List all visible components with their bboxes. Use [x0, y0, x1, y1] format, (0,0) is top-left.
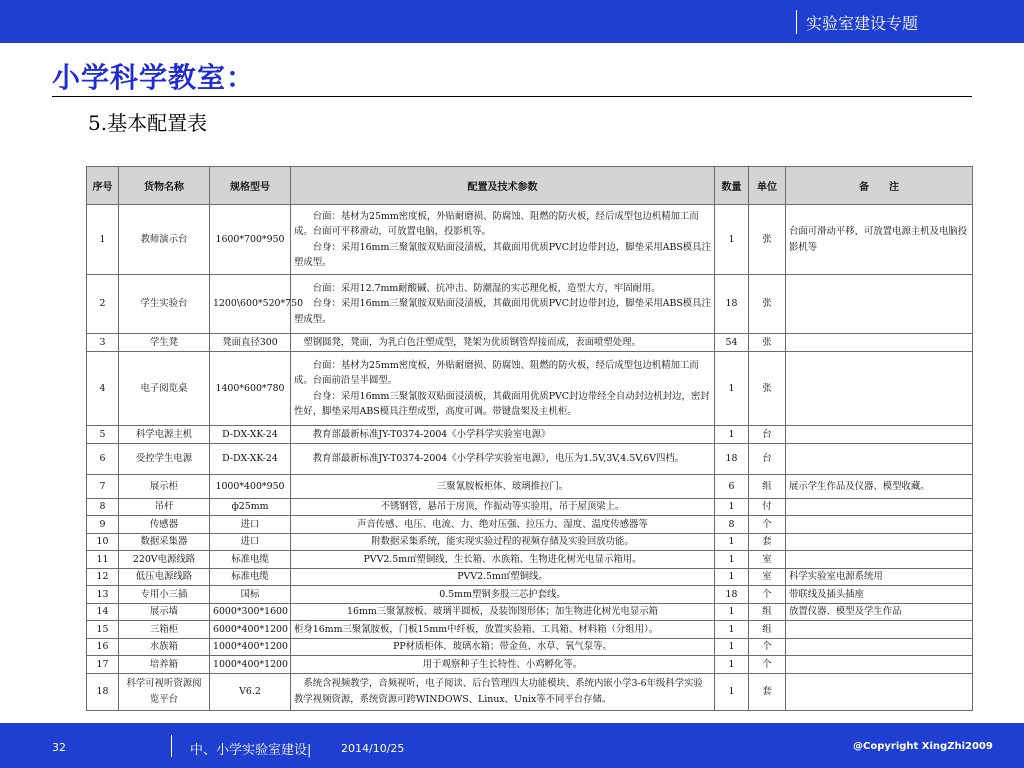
- table-row: [87, 475, 973, 498]
- row-number: 4: [87, 351, 119, 425]
- item-note: 带联线及插头插座: [786, 586, 973, 604]
- item-name: 科学可视听资源阅览平台: [119, 673, 210, 710]
- table-row: [87, 621, 973, 639]
- item-quantity: 1: [715, 621, 749, 639]
- col-header-params: 配置及技术参数: [291, 167, 715, 205]
- item-name: 教师演示台: [119, 205, 210, 275]
- item-params: 教育部最新标准JY-T0374-2004《小学科学实验室电源》，电压为1.5V,3V,4.5V,6V四档。: [291, 443, 715, 475]
- item-quantity: 18: [715, 586, 749, 604]
- row-number: 11: [87, 551, 119, 569]
- item-quantity: 1: [715, 351, 749, 425]
- item-note: [786, 516, 973, 534]
- table-row: [87, 656, 973, 674]
- item-quantity: 1: [715, 533, 749, 551]
- course-title: [190, 739, 311, 758]
- item-name: 受控学生电源: [119, 443, 210, 475]
- item-spec: 1000*400*1200: [210, 656, 291, 674]
- item-quantity: 1: [715, 551, 749, 569]
- item-unit: 个: [749, 656, 786, 674]
- item-unit: 组: [749, 475, 786, 498]
- item-spec: 凳面直径300: [210, 334, 291, 352]
- item-unit: 套: [749, 673, 786, 710]
- item-params: 0.5mm塑铜多股三芯护套线。: [291, 586, 715, 604]
- table-row: [87, 205, 973, 275]
- item-note: [786, 334, 973, 352]
- item-name: 220V电源线路: [119, 551, 210, 569]
- item-spec: 6000*400*1200: [210, 621, 291, 639]
- item-name: 数据采集器: [119, 533, 210, 551]
- item-params: 台面：采用12.7mm耐酸碱、抗冲击、防潮湿的实芯理化板，造型大方，牢固耐用。 台身：采用16mm三聚氰胺双贴面浸渍板，其截面用优质PVC封边带封边，脚垫采用ABS模具注塑成型。: [291, 275, 715, 334]
- course-name: 中、小学实验室建设: [190, 743, 308, 758]
- item-note: [786, 351, 973, 425]
- table-header-row: [87, 167, 973, 205]
- item-unit: 个: [749, 586, 786, 604]
- table-row: [87, 516, 973, 534]
- table-row: [87, 498, 973, 516]
- item-spec: ф25mm: [210, 498, 291, 516]
- item-spec: 标准电缆: [210, 568, 291, 586]
- item-quantity: 1: [715, 638, 749, 656]
- item-spec: D-DX-XK-24: [210, 426, 291, 444]
- course-divider: |: [307, 743, 312, 758]
- col-header-spec: 规格型号: [210, 167, 291, 205]
- item-unit: 组: [749, 621, 786, 639]
- row-number: 9: [87, 516, 119, 534]
- item-unit: 套: [749, 533, 786, 551]
- item-unit: 室: [749, 551, 786, 569]
- page-number: 32: [52, 741, 66, 754]
- item-params: 台面：基材为25mm密度板，外贴耐磨损、防腐蚀、阻燃的防火板，经后成型包边机精加工而成。台面前沿呈半圆型。 台身：采用16mm三聚氰胺双贴面浸渍板，其截面用优质PVC封边带经全自动封边机封边，密封性好，脚垫采用ABS模具注塑成型，高度可调。带键盘架及主机柜。: [291, 351, 715, 425]
- item-note: [786, 673, 973, 710]
- row-number: 14: [87, 603, 119, 621]
- table-row: [87, 334, 973, 352]
- item-params: 不锈钢管，悬吊于房顶，作振动等实验用，吊于屋顶梁上。: [291, 498, 715, 516]
- topic-label: 实验室建设专题: [806, 14, 919, 33]
- item-unit: 张: [749, 275, 786, 334]
- item-quantity: 8: [715, 516, 749, 534]
- table-row: [87, 586, 973, 604]
- item-unit: 张: [749, 205, 786, 275]
- item-spec: V6.2: [210, 673, 291, 710]
- row-number: 1: [87, 205, 119, 275]
- table-row: [87, 443, 973, 475]
- item-unit: 台: [749, 426, 786, 444]
- footer-bar: [0, 723, 1024, 768]
- item-unit: 个: [749, 638, 786, 656]
- item-note: [786, 275, 973, 334]
- item-note: 台面可滑动平移，可放置电源主机及电脑投影机等: [786, 205, 973, 275]
- item-name: 科学电源主机: [119, 426, 210, 444]
- slide-title: 小学科学教室：: [52, 61, 256, 94]
- item-unit: 室: [749, 568, 786, 586]
- section-subtitle: 5.基本配置表: [88, 111, 208, 135]
- row-number: 8: [87, 498, 119, 516]
- item-quantity: 54: [715, 334, 749, 352]
- item-quantity: 1: [715, 656, 749, 674]
- configuration-table: [86, 166, 973, 711]
- item-quantity: 1: [715, 426, 749, 444]
- table-row: [87, 568, 973, 586]
- item-unit: 张: [749, 334, 786, 352]
- top-banner: [0, 0, 1024, 43]
- item-spec: 1000*400*950: [210, 475, 291, 498]
- item-spec: 6000*300*1600: [210, 603, 291, 621]
- item-spec: 进口: [210, 516, 291, 534]
- row-number: 6: [87, 443, 119, 475]
- item-quantity: 6: [715, 475, 749, 498]
- item-unit: 付: [749, 498, 786, 516]
- copyright: @Copyright XingZhi2009: [853, 741, 993, 752]
- col-header-name: 货物名称: [119, 167, 210, 205]
- row-number: 5: [87, 426, 119, 444]
- footer-date: 2014/10/25: [341, 742, 405, 755]
- row-number: 12: [87, 568, 119, 586]
- item-note: [786, 443, 973, 475]
- item-note: 展示学生作品及仪器、模型收藏。: [786, 475, 973, 498]
- item-params: 用于观察种子生长特性、小鸡孵化等。: [291, 656, 715, 674]
- table-row: [87, 275, 973, 334]
- item-note: [786, 426, 973, 444]
- item-quantity: 1: [715, 205, 749, 275]
- table-row: [87, 673, 973, 710]
- item-quantity: 18: [715, 275, 749, 334]
- row-number: 3: [87, 334, 119, 352]
- item-spec: 标准电缆: [210, 551, 291, 569]
- item-name: 电子阅览桌: [119, 351, 210, 425]
- table-row: [87, 638, 973, 656]
- item-note: [786, 621, 973, 639]
- row-number: 7: [87, 475, 119, 498]
- table-row: [87, 551, 973, 569]
- item-params: 三聚氰胺板柜体、玻璃推拉门。: [291, 475, 715, 498]
- item-name: 培养箱: [119, 656, 210, 674]
- item-name: 传感器: [119, 516, 210, 534]
- item-note: [786, 551, 973, 569]
- item-name: 学生实验台: [119, 275, 210, 334]
- row-number: 15: [87, 621, 119, 639]
- banner-divider: [796, 10, 797, 34]
- item-name: 水族箱: [119, 638, 210, 656]
- item-params: 教育部最新标准JY-T0374-2004《小学科学实验室电源》: [291, 426, 715, 444]
- item-spec: 国标: [210, 586, 291, 604]
- col-header-unit: 单位: [749, 167, 786, 205]
- col-header-note: 备 注: [786, 167, 973, 205]
- item-params: PP材质柜体、玻璃水箱；带金鱼、水草、氧气泵等。: [291, 638, 715, 656]
- item-unit: 台: [749, 443, 786, 475]
- row-number: 18: [87, 673, 119, 710]
- item-params: 台面：基材为25mm密度板，外贴耐磨损、防腐蚀、阻燃的防火板，经后成型包边机精加工而成。台面可平移滑动，可放置电脑，投影机等。 台身：采用16mm三聚氰胺双贴面浸渍板，其截面用优质PVC封边带封边，脚垫采用ABS模具注塑成型。: [291, 205, 715, 275]
- item-params: 声音传感、电压、电流、力、绝对压强、拉压力、湿度、温度传感器等: [291, 516, 715, 534]
- item-note: [786, 533, 973, 551]
- item-quantity: 1: [715, 498, 749, 516]
- item-unit: 个: [749, 516, 786, 534]
- row-number: 10: [87, 533, 119, 551]
- item-unit: 张: [749, 351, 786, 425]
- item-params: PVV2.5m㎡塑铜线。: [291, 568, 715, 586]
- item-note: [786, 656, 973, 674]
- item-name: 学生凳: [119, 334, 210, 352]
- table-row: [87, 533, 973, 551]
- item-params: 16mm三聚氰胺板、玻璃半圆板，及装饰图形体；加生物进化树光电显示箱: [291, 603, 715, 621]
- row-number: 13: [87, 586, 119, 604]
- item-note: [786, 498, 973, 516]
- item-quantity: 18: [715, 443, 749, 475]
- item-spec: 进口: [210, 533, 291, 551]
- item-note: 科学实验室电源系统用: [786, 568, 973, 586]
- item-name: 三箱柜: [119, 621, 210, 639]
- item-spec: 1600*700*950: [210, 205, 291, 275]
- row-number: 2: [87, 275, 119, 334]
- item-quantity: 1: [715, 673, 749, 710]
- row-number: 16: [87, 638, 119, 656]
- item-name: 专用小三插: [119, 586, 210, 604]
- col-header-no: 序号: [87, 167, 119, 205]
- title-divider: [52, 96, 972, 97]
- item-params: 系统含视频教学，音频视听，电子阅读、后台管理四大功能模块、系统内嵌小学3-6年级科学实验教学视频资源，系统资源可跨WINDOWS、Linux、Unix等不同平台存储。: [291, 673, 715, 710]
- item-name: 展示墙: [119, 603, 210, 621]
- item-name: 展示柜: [119, 475, 210, 498]
- table-row: [87, 603, 973, 621]
- item-params: 塑钢圆凳，凳面，为乳白色注塑成型，凳架为优质钢管焊接而成，表面喷塑处理。: [291, 334, 715, 352]
- table-row: [87, 351, 973, 425]
- footer-divider: [171, 735, 172, 757]
- item-note: [786, 638, 973, 656]
- item-unit: 组: [749, 603, 786, 621]
- row-number: 17: [87, 656, 119, 674]
- item-spec: D-DX-XK-24: [210, 443, 291, 475]
- item-spec: 1200\600*520*750: [210, 275, 291, 334]
- col-header-qty: 数量: [715, 167, 749, 205]
- table-row: [87, 426, 973, 444]
- item-params: PVV2.5m㎡塑铜线，生长箱、水族箱、生物进化树光电显示箱用。: [291, 551, 715, 569]
- item-note: 放置仪器、模型及学生作品: [786, 603, 973, 621]
- item-quantity: 1: [715, 603, 749, 621]
- item-spec: 1400*600*780: [210, 351, 291, 425]
- item-params: 柜身16mm三聚氰胺板，门板15mm中纤板，放置实验箱、工具箱、材料箱（分组用）。: [291, 621, 715, 639]
- item-quantity: 1: [715, 568, 749, 586]
- item-name: 吊杆: [119, 498, 210, 516]
- item-name: 低压电源线路: [119, 568, 210, 586]
- item-params: 附数据采集系统，能实现实验过程的视频存储及实验回放功能。: [291, 533, 715, 551]
- item-spec: 1000*400*1200: [210, 638, 291, 656]
